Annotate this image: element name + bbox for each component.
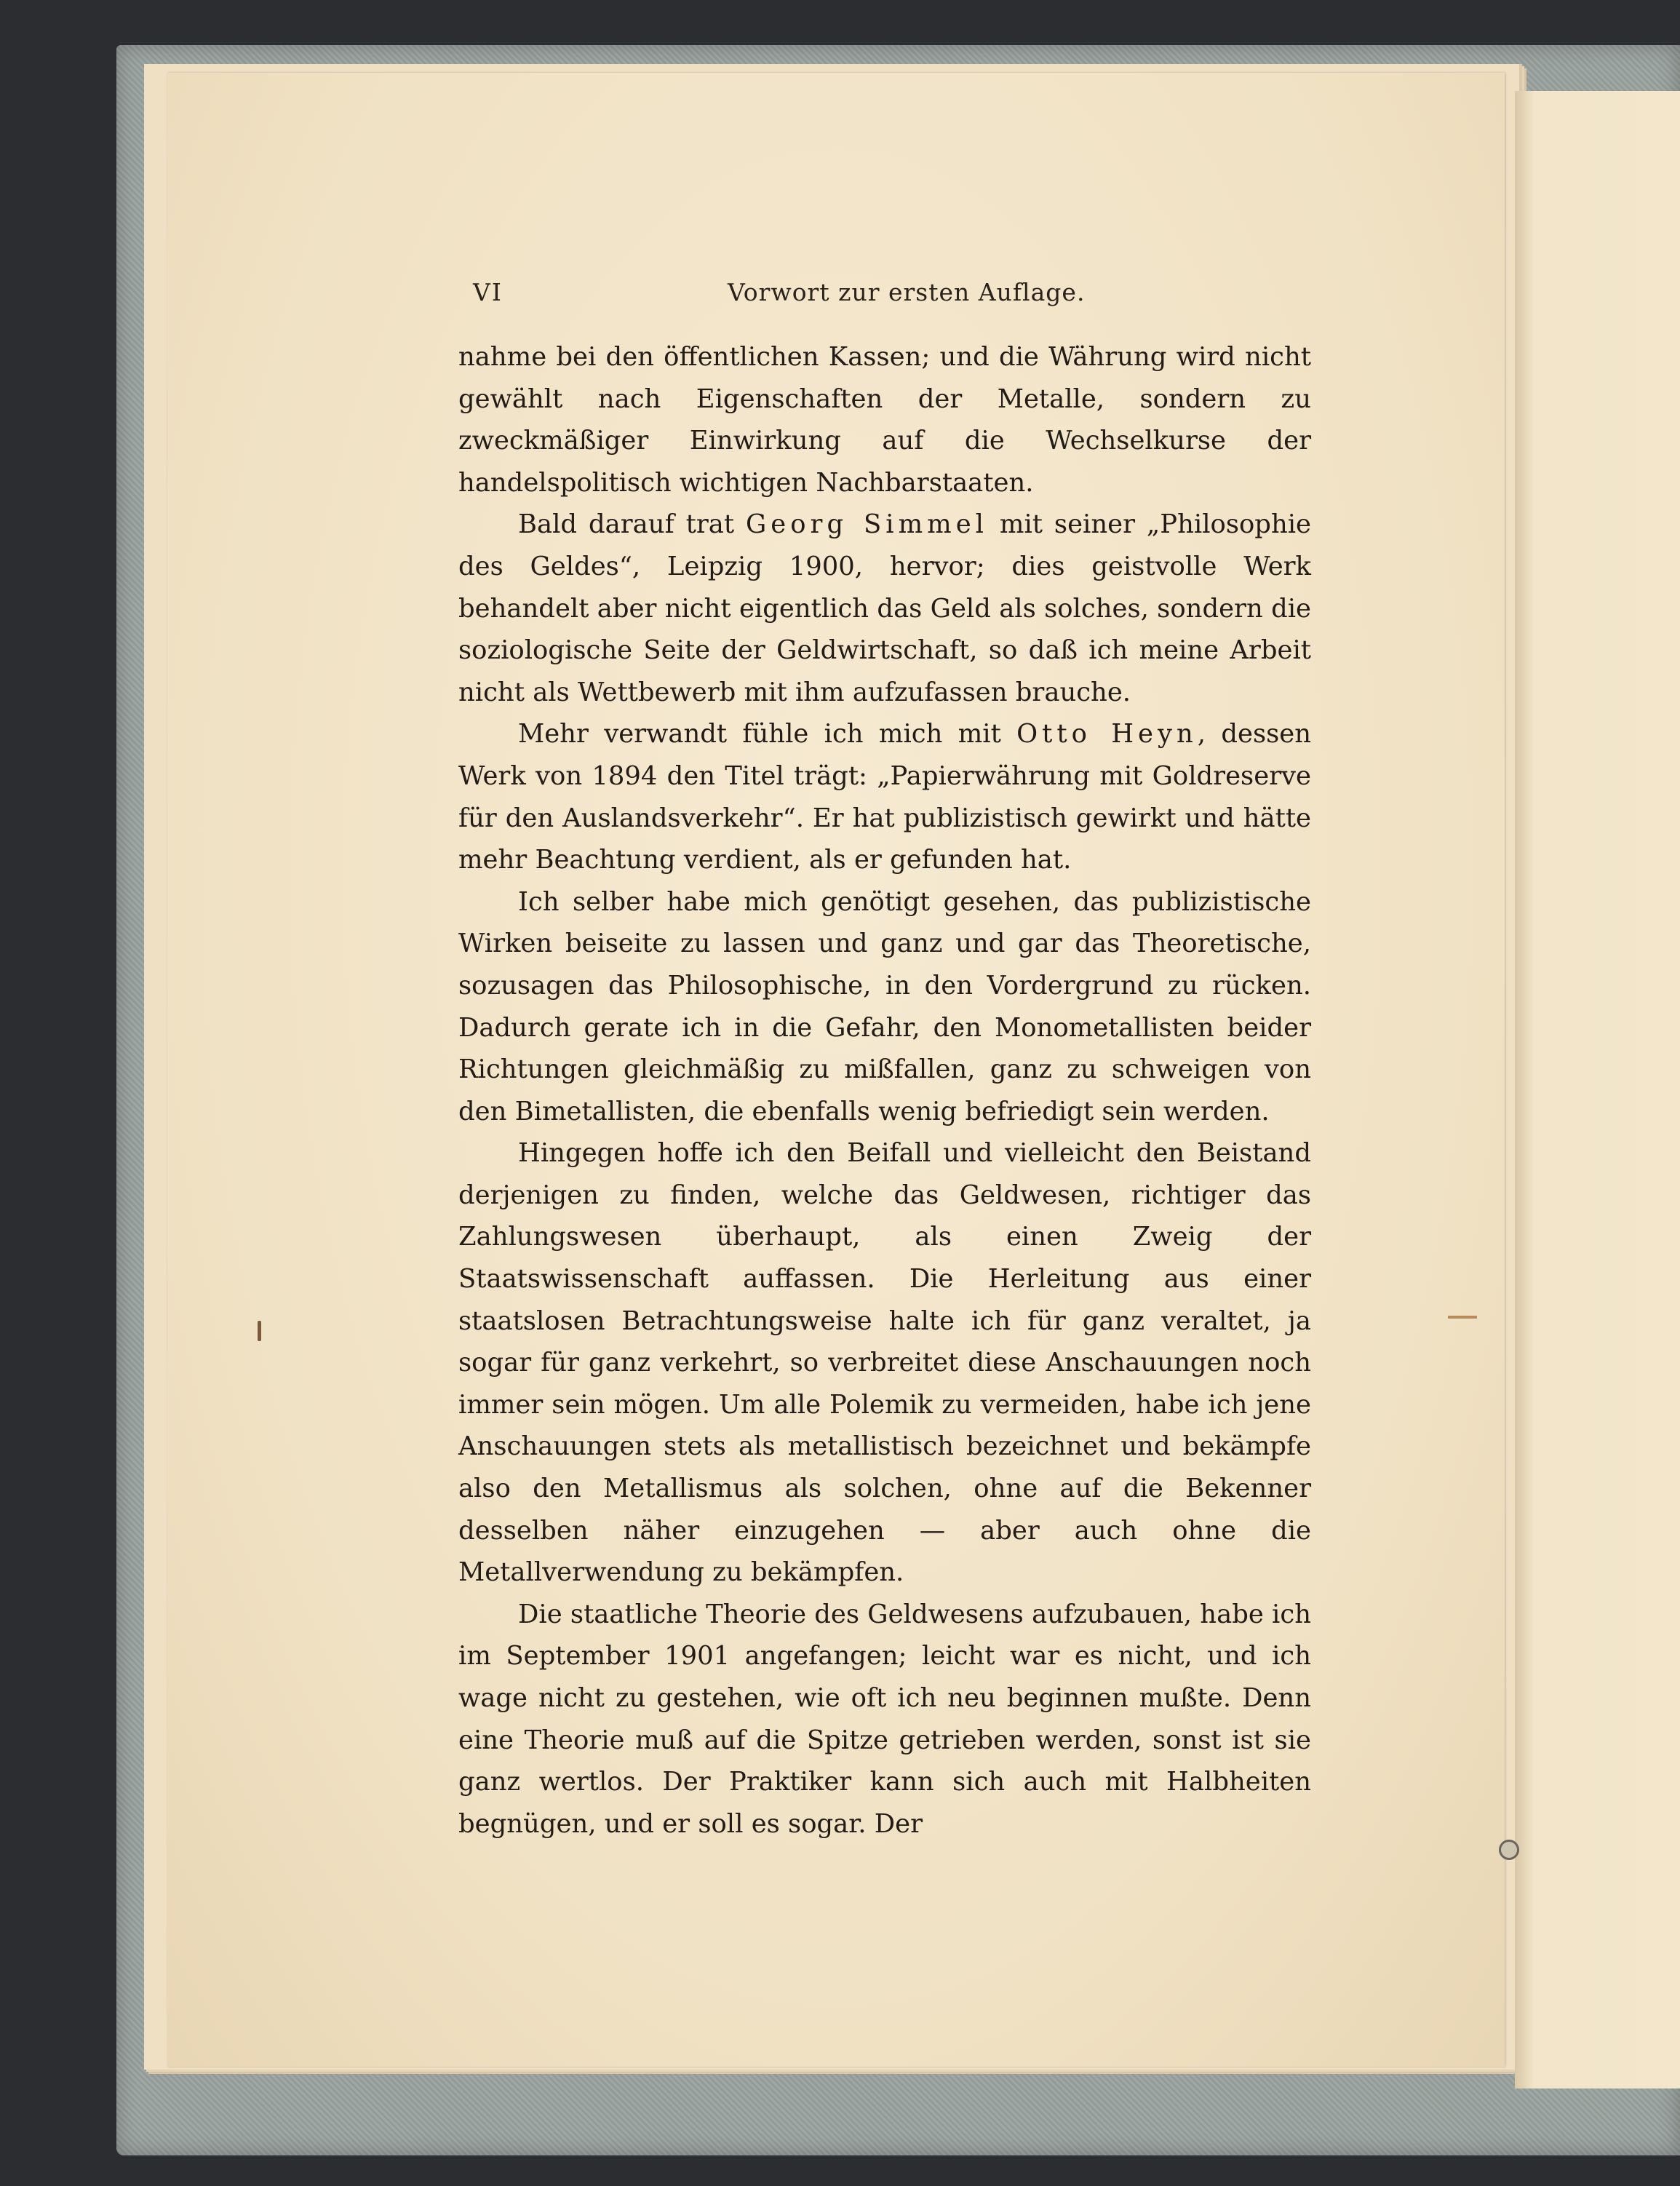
- paper-mark: [1448, 1316, 1477, 1319]
- paragraph-6: Die staatliche Theorie des Geldwesens aufzubauen, habe ich im September 1901 angefangen; leicht war es nicht, und ich wage nicht zu gestehen, wie oft ich neu beginnen mußte. Denn eine Theorie muß auf die Spitze getrieben werden, sonst ist sie ganz wertlos. Der Praktiker kann sich auch mit Halbheiten begnügen, und er soll es sogar. Der: [458, 1599, 1311, 1839]
- facing-page-edge: [1515, 91, 1680, 2088]
- paragraph-2: [458, 504, 1311, 713]
- paragraph-1: nahme bei den öffentlichen Kassen; und die Währung wird nicht gewählt nach Eigenschaften der Metalle, sondern zu zweckmäßiger Einwirkung auf die Wechselkurse der handelspolitisch wichtigen Nachbarstaaten.: [458, 342, 1311, 498]
- running-header: [473, 278, 1310, 314]
- name-simmel: Georg Simmel: [746, 509, 988, 540]
- paragraph-3: [458, 713, 1311, 881]
- binding-rivet: [1499, 1840, 1519, 1860]
- running-title: Vorwort zur ersten Auflage.: [728, 278, 1086, 306]
- paragraph-4: Ich selber habe mich genötigt gesehen, das publizistische Wirken beiseite zu lassen und ganz und gar das Theoretische, sozusagen das Philosophische, in den Vordergrund zu rücken. Dadurch gerate ich in die Gefahr, den Monometallisten beider Richtungen gleichmäßig zu mißfallen, ganz zu schweigen von den Bimetallisten, die ebenfalls wenig befriedigt sein werden.: [458, 886, 1311, 1126]
- paragraph-2-lead: Bald darauf trat: [518, 509, 735, 540]
- page-body: [458, 336, 1311, 1845]
- paragraph-5: Hingegen hoffe ich den Beifall und vielleicht den Beistand derjenigen zu finden, welche das Geldwesen, richtiger das Zahlungswesen überhaupt, als einen Zweig der Staatswissenschaft auffassen. Die Herleitung aus einer staatslosen Betrachtungsweise halte ich für ganz veraltet, ja sogar für ganz verkehrt, so verbreitet diese Anschauungen noch immer sein mögen. Um alle Polemik zu vermeiden, habe ich jene Anschauungen stets als metallistisch bezeichnet und bekämpfe also den Metallismus als solchen, ohne auf die Bekenner desselben näher einzugehen — aber auch ohne die Metallverwendung zu bekämpfen.: [458, 1138, 1311, 1588]
- paragraph-2-rest: mit seiner „Philosophie des Geldes“, Leipzig 1900, hervor; dies geistvolle Werk behandelt aber nicht eigentlich das Geld als solches, sondern die soziologische Seite der Geldwirtschaft, so daß ich meine Arbeit nicht als Wettbewerb mit ihm aufzufassen brauche.: [458, 509, 1312, 707]
- page-number: VI: [473, 278, 503, 306]
- name-heyn: Otto Heyn: [1016, 719, 1198, 750]
- paragraph-3-rest: , dessen Werk von 1894 den Titel trägt: „Papierwährung mit Goldreserve für den Auslandsverkehr“. Er hat publizistisch gewirkt und hätte mehr Beachtung verdient, als er gefunden hat.: [458, 719, 1312, 875]
- paper-speck: [258, 1321, 261, 1341]
- paragraph-3-lead: Mehr verwandt fühle ich mich mit: [518, 719, 1001, 750]
